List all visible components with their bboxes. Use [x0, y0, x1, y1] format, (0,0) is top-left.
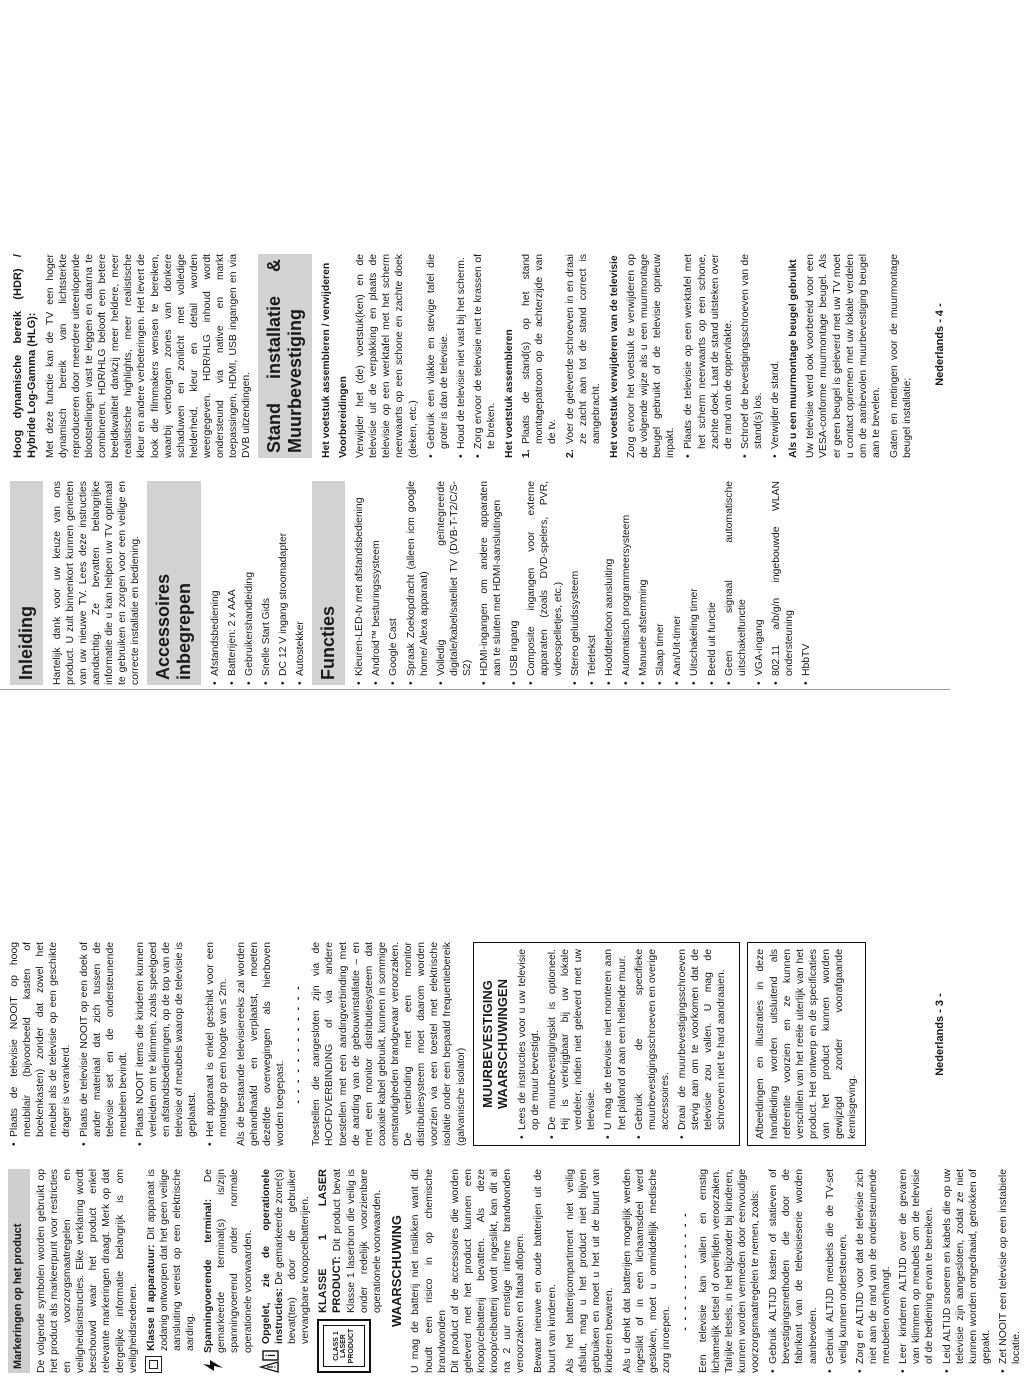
list-item: • Beeld uit functie [706, 481, 719, 685]
preparations-list [425, 254, 499, 458]
list-item: • 802.11 a/b/g/n ingebouwde WLAN ondersteuning [770, 481, 796, 685]
remove-heading: Het voetstuk verwijderen van de televisie [608, 255, 620, 458]
list-item: • Aan/Uit-timer [671, 481, 684, 685]
list-item: • Plaats de televisie op een werktafel met het scherm neerwaarts op een schone, zachte doek. Laat de stand uitsteken over de rand van de oppervlakte. [682, 254, 734, 458]
list-item: • DC 12 V ingang stroomadapter [277, 481, 290, 685]
bracket-text: Uw televisie werd ook voorbereid voor een VESA-conforme muurmontage beugel. Als er geen beugel is geleverd met uw TV moet u contact opnemen met uw lokale verdelen om de aanbevolen muurbevestiging beugel aan te bevelen. [805, 254, 882, 458]
live-terminal-row [202, 1169, 254, 1373]
list-item: • Plaats de televisie NOOIT op hoog meubilair (bijvoorbeeld kasten of boekenkasten) zonder dat zowel het meubel als de televisie op een geschikte drager is verankerd. [8, 942, 74, 1146]
accessories-warning: Dit product of de accessoires die worden geleverd met het product kunnen een knoop/celbatterij bevatten. Als deze knoop/celbatterij wordt ingeslikt, kan dit al na 2 uur ernstige interne brandwonden veroorzaken en fataal aflopen. [449, 1169, 527, 1373]
caution-book-icon [260, 1349, 280, 1373]
list-item: • Spraak Zoekopdracht (alleen icm google home/ Alexa apparaat) [405, 481, 431, 685]
page3-column-1 [8, 1169, 1028, 1373]
list-item: • Gebruik ALTIJD kasten of statieven of bevestigingsmethoden die door de fabrikant van de televisieserie worden aanbevolen. [767, 1169, 819, 1373]
list-item: • Plaats NOOIT items die kinderen kunnen verleiden om te klimmen, zoals speelgoed en afstandsbedieningen, op de top van de televisie of meubels waarop de televisie is geplaatst. [134, 942, 200, 1146]
list-item: • Het apparaat is enkel geschikt voor een montage op een hoogte van ≤ 2m. [204, 942, 230, 1146]
accessories-heading: Accessoires inbegrepen [147, 481, 200, 685]
caution-row [260, 1169, 312, 1373]
accessories-list [209, 481, 308, 685]
page-divider [0, 689, 950, 690]
preparations-heading: Voorbereidingen [337, 376, 349, 458]
list-item: • Gebruik een vlakke en stevige tafel die groter is dan de televisie. [425, 254, 451, 458]
functions-list [353, 481, 813, 685]
list-item: • Uitschakeling timer [688, 481, 701, 685]
wall-mount-title: MUURBEVESTIGING WAARSCHUWINGEN [479, 979, 511, 1109]
remove-list [682, 254, 782, 458]
caution-text: De gemarkeerde zone(s) bevat(ten) door de gebruiker vervangbare knoopcelbatterijen. [273, 1169, 311, 1344]
list-item: • Lees de instructies voor u uw televisie op de muur bevestigt. [516, 949, 542, 1139]
list-item: • Zorg er ALTIJD voor dat de televisie zich niet aan de rand van de ondersteunende meubelen overhangt. [854, 1169, 893, 1373]
hdr-heading: Hoog dynamische bereik (HDR) / Hybride Log-Gamma (HLG): [12, 254, 38, 458]
page-4-footer: Nederlands - 4 - [934, 303, 946, 386]
battery-warning: U mag de batterij niet inslikken want dit houdt een risico in op chemische brandwonden [410, 1169, 448, 1373]
list-item: • Hoofdtelefoon aansluiting [603, 481, 616, 685]
list-item: • HDMI-ingangen om andere apparaten aan te sluiten met HDMI-aansluitingen [478, 481, 504, 685]
bracket-heading: Als u een muurmontage beugel gebruikt [788, 259, 800, 458]
class2-text: Dit apparaat is zodanig ontworpen dat het geen veilige aansluiting vereist op een elektrische aarding. [145, 1169, 197, 1351]
list-item: • Leer kinderen ALTIJD over de gevaren van klimmen op meubels om de televisie of de bediening ervan te bereiken. [897, 1169, 936, 1373]
wall-mount-warnings-box [473, 942, 741, 1146]
page-3 [0, 690, 1023, 1379]
assemble-heading: Het voetstuk assembleren [504, 329, 516, 458]
list-item: • Composite ingangen voor externe apparaten (zoals DVD-spelers, PVR, videospelletjes, etc.) [525, 481, 564, 685]
list-item: • U mag de televisie niet monteren aan het plafond of aan een hellende muur. [602, 949, 628, 1139]
illustrations-note-box: Afbeeldingen en illustraties in deze handleiding worden uitsluitend als referentie voorzien en ze kunnen verschillen van het reële uiterlijk van het product. Het ontwerp en de specificaties van het product kunnen worden gewijzigd zonder voorafgaande kennisgeving. [747, 942, 866, 1146]
list-item: • VGA-ingang [753, 481, 766, 685]
list-item: • Leid ALTIJD snoeren en kabels die op uw televisie zijn aangesloten, zodat ze niet kunnen worden omgedraaid, getrokken of gepakt. [941, 1169, 993, 1373]
list-item: • Batterijen: 2 x AAA [226, 481, 239, 685]
list-item: • Google Cast [387, 481, 400, 685]
preparations-text: Verwijder het (de) voetstuk(ken) en de televisie uit de verpakking en plaats de televisie op een werktafel met het scherm neerwaarts op een schone en zachte doek (deken, etc.) [355, 254, 419, 458]
list-item: • USB ingang [508, 481, 521, 685]
list-item: • Houd de televisie niet vast bij het scherm. [455, 254, 468, 458]
remove-text: Zorg ervoor het voetstuk te verwijderen op de volgende wijze als u een muurmontage beugel gebruikt of de televisie opnieuw inpakt. [626, 254, 677, 458]
list-item: • Snelle Start Gids [260, 481, 273, 685]
laser-text: Dit product bevat Klasse 1 laserbron die veilig is onder redelijk voorzienbare operationele voorwaarden. [331, 1169, 383, 1313]
list-item: • Gebruik ALTIJD meubels die de TV-set veilig kunnen ondersteunen. [824, 1169, 850, 1373]
list-item: • De muurbevestigingskit is optioneel. Hij is verkrijgbaar bij uw lokale verdeler, indien niet geleverd met uw televisie. [546, 949, 598, 1139]
list-item: • Manuele afstemming [637, 481, 650, 685]
battery-compartment: Als het batterijcompartiment niet veilig afsluit, mag u het product niet blijven gebruiken en moet u het uit de buurt van kinderen bewaren. [564, 1169, 615, 1373]
stand-subheading: Het voetstuk assembleren / verwijderen [320, 262, 332, 458]
list-item: • Automatisch programmeersysteem [620, 481, 633, 685]
page4-column-2 [8, 254, 919, 458]
markings-heading: Markeringen op het product [8, 1169, 30, 1373]
lightning-bolt-icon [202, 1358, 224, 1373]
list-item: • Teletekst [586, 481, 599, 685]
grounding-note: Toestellen die aangesloten zijn via de HOOFDVERBINDING of via andere toestellen met een aardingverbinding met de aarding van de gebouwinstallatie – en met een monitor distributiesysteem dat coaxiale kabel gebruikt, kunnen in sommige omstandigheden brandgevaar veroorzaken. De verbinding met een monitor distributiesysteem moet daarom worden voorzien via een toestel met elektrische isolatie onder een bepaald frequentiebereik (galvanische isolator) [311, 942, 467, 1146]
injury-list [767, 1169, 1023, 1373]
section-divider: - - - - - - - - - - - - [679, 1211, 691, 1331]
bracket-text-2: Gaten en metingen voor de muurmontage beugel installatie; [889, 254, 914, 458]
list-item: • Verwijder de stand. [769, 254, 782, 458]
hdr-text: Met deze functie kan de TV een hoger dynamisch bereik van lichtsterkte reproduceren door meerdere uiteenlopende blootstellingen vast te leggen en daarna te combineren. HDR/HLG belooft een betere beeldkwaliteit dankzij meer heldere, meer realistische highlights, meer realistische kleur en andere verbeteringen. Het levert de look die filmmakers wensen te bereiken, waarbij verborgen zones van donkere schaduwen en zonlicht met volledige helderheid, kleur en detail worden weergegeven. HDR/HLG inhoud wordt ondersteund via native en markt toepassingen, HDMI, USB ingangen en via DVB uitzendingen. [44, 254, 253, 458]
intro-text: Hartelijk dank voor uw keuze van ons product. U zult binnenkort kunnen genieten van uw nieuwe TV. Lees deze instructies aandachtig. Ze bevatten belangrijke informatie die u kan helpen uw TV optimaal te gebruiken en zorgen voor een veilige en correcte installatie en bediening. [51, 481, 142, 685]
warning-heading: WAARSCHUWING [389, 1215, 405, 1327]
injury-intro: Een televisie kan vallen en ernstig lichamelijk letsel of overlijden veroorzaken. Talrijke letsels, in het bijzonder bij kinderen, kunnen worden vermeden door eenvoudige voorzorgsmaatregelen te nemen, zoals: [697, 1169, 762, 1373]
list-item: • Kleuren-LED-tv met afstandsbediening [353, 481, 366, 685]
stand-heading: Stand installatie & Muurbevestiging [258, 254, 311, 458]
list-item: • Plaats de televisie NOOIT op een doek of ander materiaal dat zich tussen de televisie set en de ondersteunende meubelen bevindt. [78, 942, 130, 1146]
list-item: • Slaap timer [654, 481, 667, 685]
laser-class-label: CLASS 1 LASER PRODUCT [317, 1319, 371, 1373]
intro-heading: Inleiding [10, 481, 43, 685]
section-divider: - - - - - - - - - - - - [293, 984, 305, 1104]
list-item: • Autostekker [294, 481, 307, 685]
list-item: • Gebruikershandleiding [243, 481, 256, 685]
list-item: • Stereo geluidssysteem [569, 481, 582, 685]
batteries-swallowed: Als u denkt dat batterijen mogelijk werden ingeslikt of in een lichaamsdeel werd gestoken, moet u onmiddellijk medische zorg inroepen. [622, 1169, 673, 1373]
class2-symbol-row [145, 1169, 197, 1373]
class2-label: Klasse II apparatuur: [145, 1244, 157, 1351]
step-item: 1. Plaats de stand(s) op het stand montagepatroon op de achterzijde van de tv. [521, 254, 559, 458]
page-3-footer: Nederlands - 3 - [934, 993, 946, 1076]
step-item: 2. Voer de geleverde schroeven in en draai ze zacht aan tot de stand correct is aangebracht. [564, 254, 602, 458]
never-list [8, 942, 230, 1146]
laser-title: KLASSE 1 LASER PRODUCT: [317, 1169, 343, 1313]
assemble-steps [520, 254, 603, 458]
list-item: • Android™ besturingssysteem [370, 481, 383, 685]
class2-icon [145, 1356, 162, 1373]
list-item: • Geen signaal automatische uitschakelfunctie [723, 481, 749, 685]
relocate-note: Als de bestaande televisiereeks zal worden gehandhaafd en verplaatst, moeten dezelfde overwegingen als hierboven worden toegepast. [235, 942, 287, 1146]
caution-label: Opgelet, zie de operationele instructies: [260, 1169, 285, 1344]
list-item: • HbbTV [800, 481, 813, 685]
page-4 [0, 0, 950, 689]
keep-batteries: Bewaar nieuwe en oude batterijen uit de buurt van kinderen. [533, 1169, 558, 1373]
page4-column-1 [8, 481, 818, 685]
wall-mount-list [516, 949, 729, 1139]
list-item: • Draai de muurbevestigingsschroeven stevig aan om te voorkomen dat de televisie zou vallen. U mag de schroeven niet te hard aandraaien. [676, 949, 728, 1139]
live-terminal-text: De gemarkeerde terminal(s) is/zijn spanningvoerend onder normale operationele voorwaarden. [203, 1169, 254, 1353]
laser-product-row [317, 1169, 384, 1373]
list-item: • Zet NOOIT een televisie op een instabiele locatie. [997, 1169, 1023, 1373]
markings-intro: De volgende symbolen worden gebruikt op het product als markeerpunt voor restricties en voorzorgsmaatregelen en veiligheidsinstructies. Elke verklaring wordt beschouwd waar het product enkel relevante markeringen draagt. Merk op dat dergelijke informatie belangrijk is om veiligheidsredenen. [35, 1169, 139, 1373]
page3-column-2 [8, 942, 873, 1146]
list-item: • Zorg ervoor de televisie niet te krassen of te breken. [472, 254, 498, 458]
list-item: • Gebruik de specifieke muurbevestigingsschroeven en overige accessoires. [633, 949, 672, 1139]
list-item: • Schroef de bevestigingsschroeven van de stand(s) los. [739, 254, 765, 458]
list-item: • Afstandsbediening [209, 481, 222, 685]
live-terminal-label: Spanningvoerende terminal: [203, 1198, 215, 1353]
list-item: • Volledig geïntegreerde digitale/kabel/satelliet TV (DVB-T-T2/C/S-S2) [435, 481, 474, 685]
functions-heading: Functies [312, 481, 345, 685]
